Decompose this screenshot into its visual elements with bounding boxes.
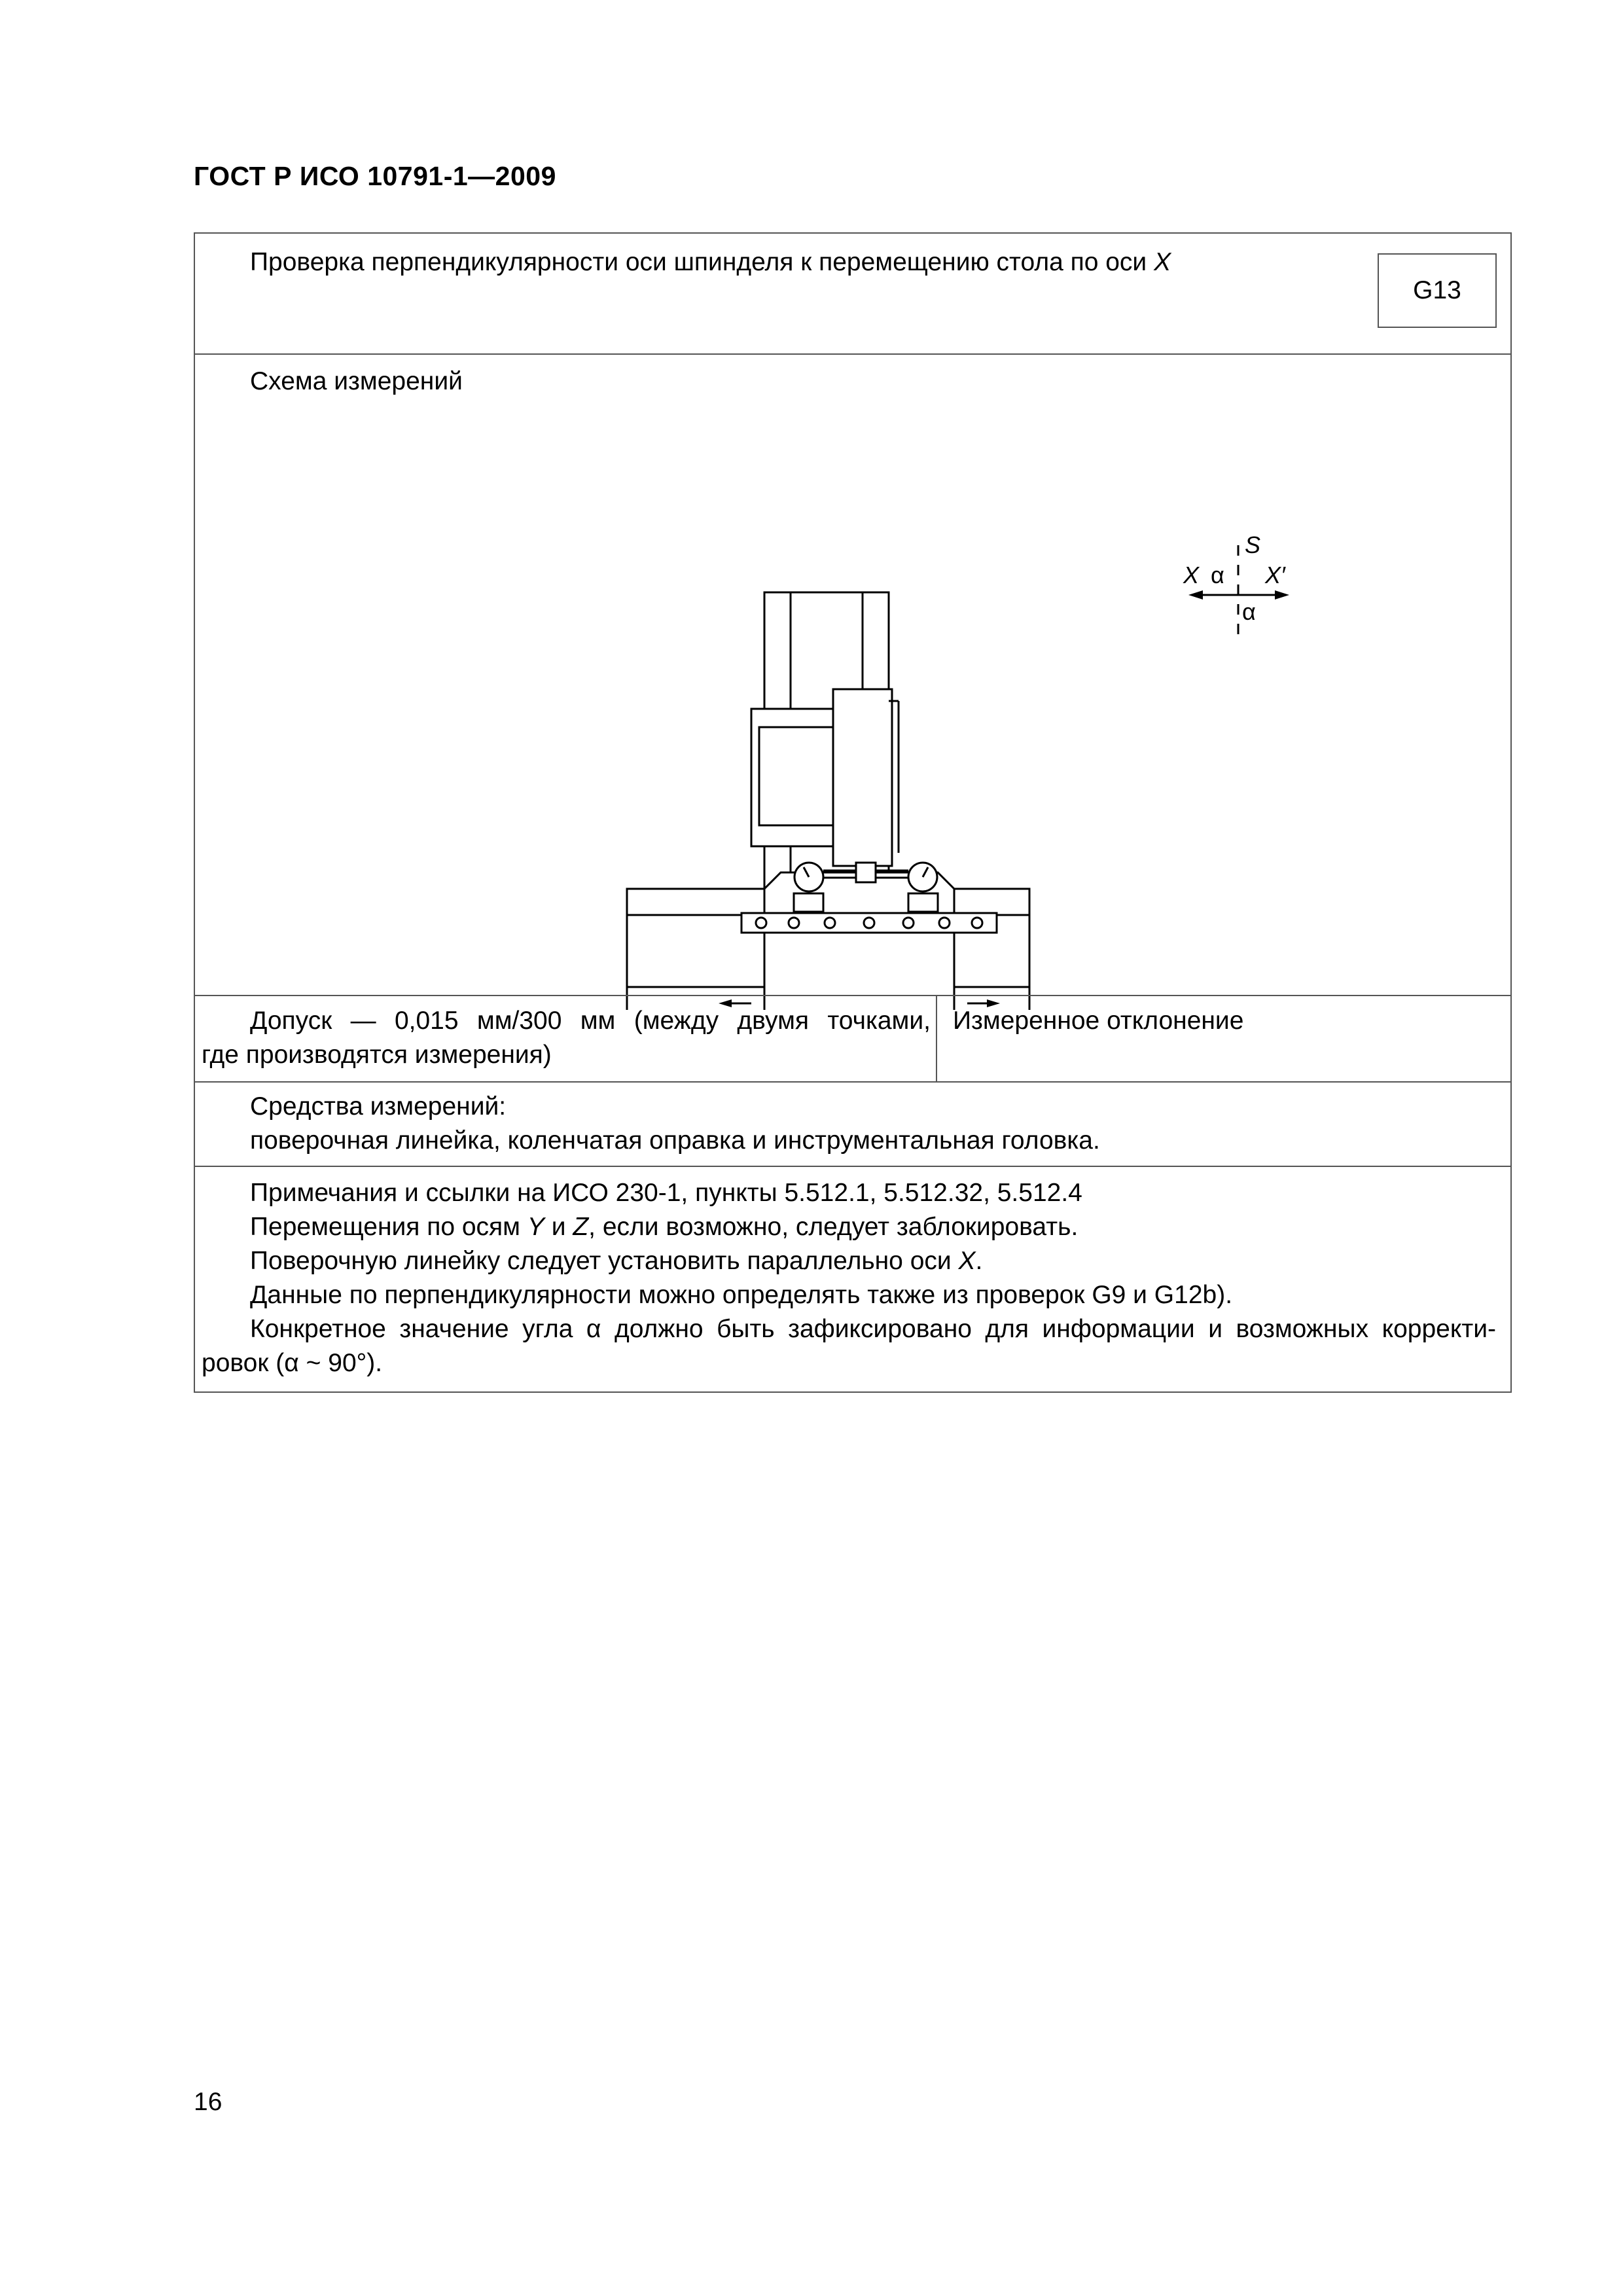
check-title (250, 245, 1171, 279)
check-table (194, 232, 1512, 1393)
notes-line6 (202, 1346, 382, 1380)
measured-deviation-label: Измеренное отклонение (953, 1007, 1244, 1035)
instruments-title: Средства измерений: (250, 1092, 507, 1121)
notes-line5-alpha: α (586, 1315, 601, 1343)
page-number: 16 (194, 2088, 223, 2116)
notes-line3-text: Поверочную линейку следует установить параллельно оси (250, 1247, 952, 1275)
document-header: ГОСТ Р ИСО 10791-1—2009 (194, 161, 556, 191)
notes-line2-and: и (551, 1213, 566, 1241)
notes-line5-text: Конкретное значение угла (250, 1315, 573, 1343)
notes-line3 (250, 1244, 982, 1278)
notes-line6-text: ровок ( (202, 1349, 285, 1377)
divider-vertical (936, 995, 937, 1081)
divider-title (195, 353, 1510, 355)
notes-line1: Примечания и ссылки на ИСО 230-1, пункты 5.512.1, 5.512.32, 5.512.4 (250, 1179, 1082, 1207)
check-title-text: Проверка перпендикулярности оси шпинделя к перемещению стола по оси (250, 248, 1147, 276)
divider-instruments (195, 1166, 1510, 1167)
notes-line3-end: . (975, 1247, 983, 1275)
axis-label-alpha-top: α (1211, 562, 1224, 588)
notes-line6-rest: ~ 90°). (306, 1349, 383, 1377)
check-title-axis: X (1154, 248, 1171, 276)
measurement-diagram (195, 355, 1510, 1010)
axis-label-alpha-bottom: α (1242, 598, 1256, 625)
notes-axis-y: Y (527, 1213, 544, 1241)
instruments-text: поверочная линейка, коленчатая оправка и инструментальная головка. (250, 1126, 1100, 1155)
axis-label-x: X (1183, 562, 1200, 588)
divider-diagram (195, 995, 1510, 996)
notes-line2-text: Перемещения по осям (250, 1213, 520, 1241)
tolerance-line1: Допуск — 0,015 мм/300 мм (между двумя точками, (250, 1007, 931, 1035)
axis-symbol (1196, 545, 1281, 634)
notes-line5-rest: должно быть зафиксировано для информации и возможных корректи- (614, 1315, 1496, 1343)
check-code-text: G13 (1413, 276, 1461, 304)
check-code (1378, 253, 1497, 328)
notes-line5 (250, 1312, 1496, 1346)
notes-line2 (250, 1210, 1078, 1244)
straightedge (741, 913, 997, 933)
notes-line6-alpha: α (284, 1349, 299, 1377)
notes-line4: Данные по перпендикулярности можно определять также из проверок G9 и G12b). (250, 1281, 1233, 1309)
diagram-title: Схема измерений (250, 367, 463, 395)
notes-axis-z: Z (573, 1213, 589, 1241)
notes-line2-rest: , если возможно, следует заблокировать. (588, 1213, 1079, 1241)
notes-axis-x: X (958, 1247, 976, 1275)
divider-tolerance (195, 1081, 1510, 1083)
spindle-housing (833, 689, 892, 866)
axis-label-s: S (1245, 531, 1261, 558)
axis-label-x-prime: X′ (1265, 562, 1285, 588)
tolerance-line2: где производятся измерения) (202, 1041, 552, 1069)
